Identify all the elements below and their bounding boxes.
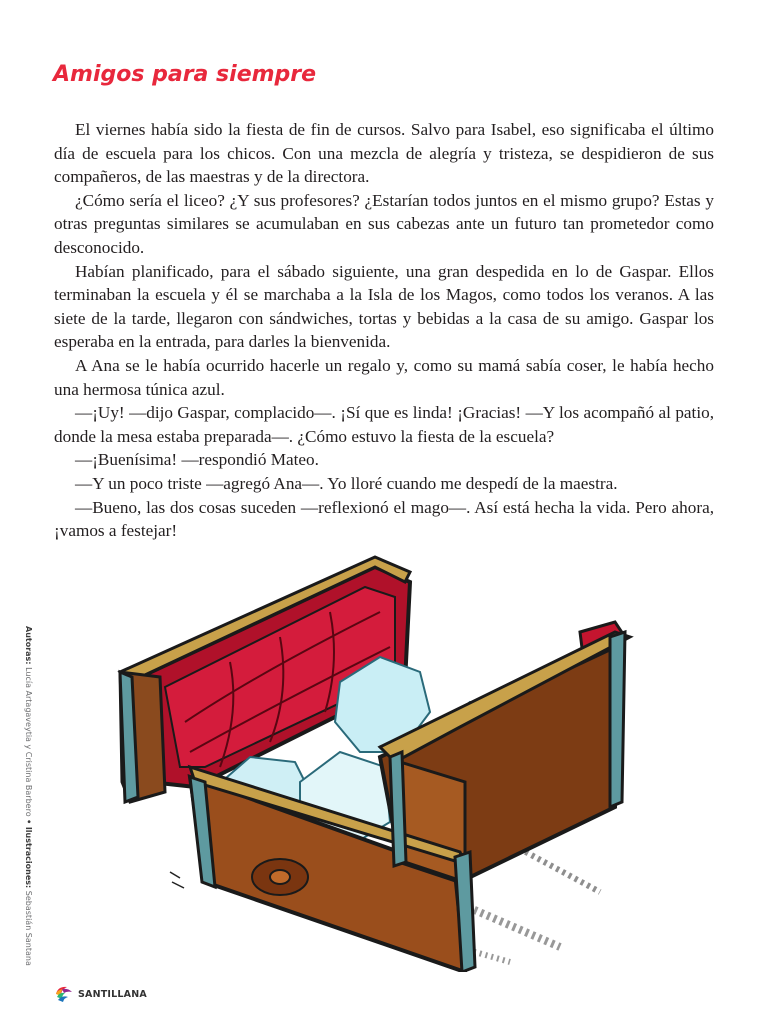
- paragraph: A Ana se le había ocurrido hacerle un regalo y, como su mamá sabía coser, le había hecho una hermosa túnica azul.: [54, 355, 714, 399]
- paragraph: —¡Buenísima! —respondió Mateo.: [75, 450, 319, 470]
- paragraph: Habían planificado, para el sábado siguiente, una gran despedida en lo de Gaspar. Ellos terminaban la escuela y él se marchaba a la Isla de los Magos, como todos los veranos. A las siete de la tarde, llegaron con sándwiches, tortas y bebidas a la casa de su amigo. Gaspar los esperaba en la entrada, para darles la bienvenida.: [54, 261, 714, 352]
- story-text: [54, 118, 714, 543]
- publisher-name: SANTILLANA: [78, 988, 147, 1000]
- credits-vertical: [18, 626, 38, 971]
- paragraph: ¿Cómo sería el liceo? ¿Y sus profesores? ¿Estarían todos juntos en el mismo grupo? Estas y otras preguntas similares se acumulaban en sus cabezas ante un futuro tan prometedor como desconocido.: [54, 190, 714, 257]
- credits-separator: •: [24, 819, 33, 825]
- treasure-chest-icon: [110, 552, 655, 972]
- santillana-logo-icon: [54, 985, 76, 1003]
- authors: Lucía Artagaveytia y Cristina Barbero: [24, 667, 33, 817]
- publisher-logo: [54, 985, 147, 1003]
- paragraph: El viernes había sido la fiesta de fin de cursos. Salvo para Isabel, eso significaba el último día de escuela para los chicos. Con una mezcla de alegría y tristeza, se despidieron de sus compañeros, de las maestras y de la directora.: [54, 120, 714, 187]
- paragraph: —Y un poco triste —agregó Ana—. Yo lloré cuando me despedí de la maestra.: [75, 473, 618, 493]
- illustrations-label: Ilustraciones:: [24, 826, 33, 889]
- illustrator: Sebastián Santana: [24, 890, 33, 966]
- authors-label: Autoras:: [24, 626, 33, 665]
- paragraph: —¡Uy! —dijo Gaspar, complacido—. ¡Sí que es linda! ¡Gracias! —Y los acompañó al patio, donde la mesa estaba preparada—. ¿Cómo estuvo la fiesta de la escuela?: [54, 403, 714, 446]
- page-title: Amigos para siempre: [53, 62, 317, 87]
- paragraph: —Bueno, las dos cosas suceden —reflexionó el mago—. Así está hecha la vida. Pero ahora, ¡vamos a festejar!: [54, 497, 714, 541]
- treasure-chest-illustration: [110, 552, 655, 972]
